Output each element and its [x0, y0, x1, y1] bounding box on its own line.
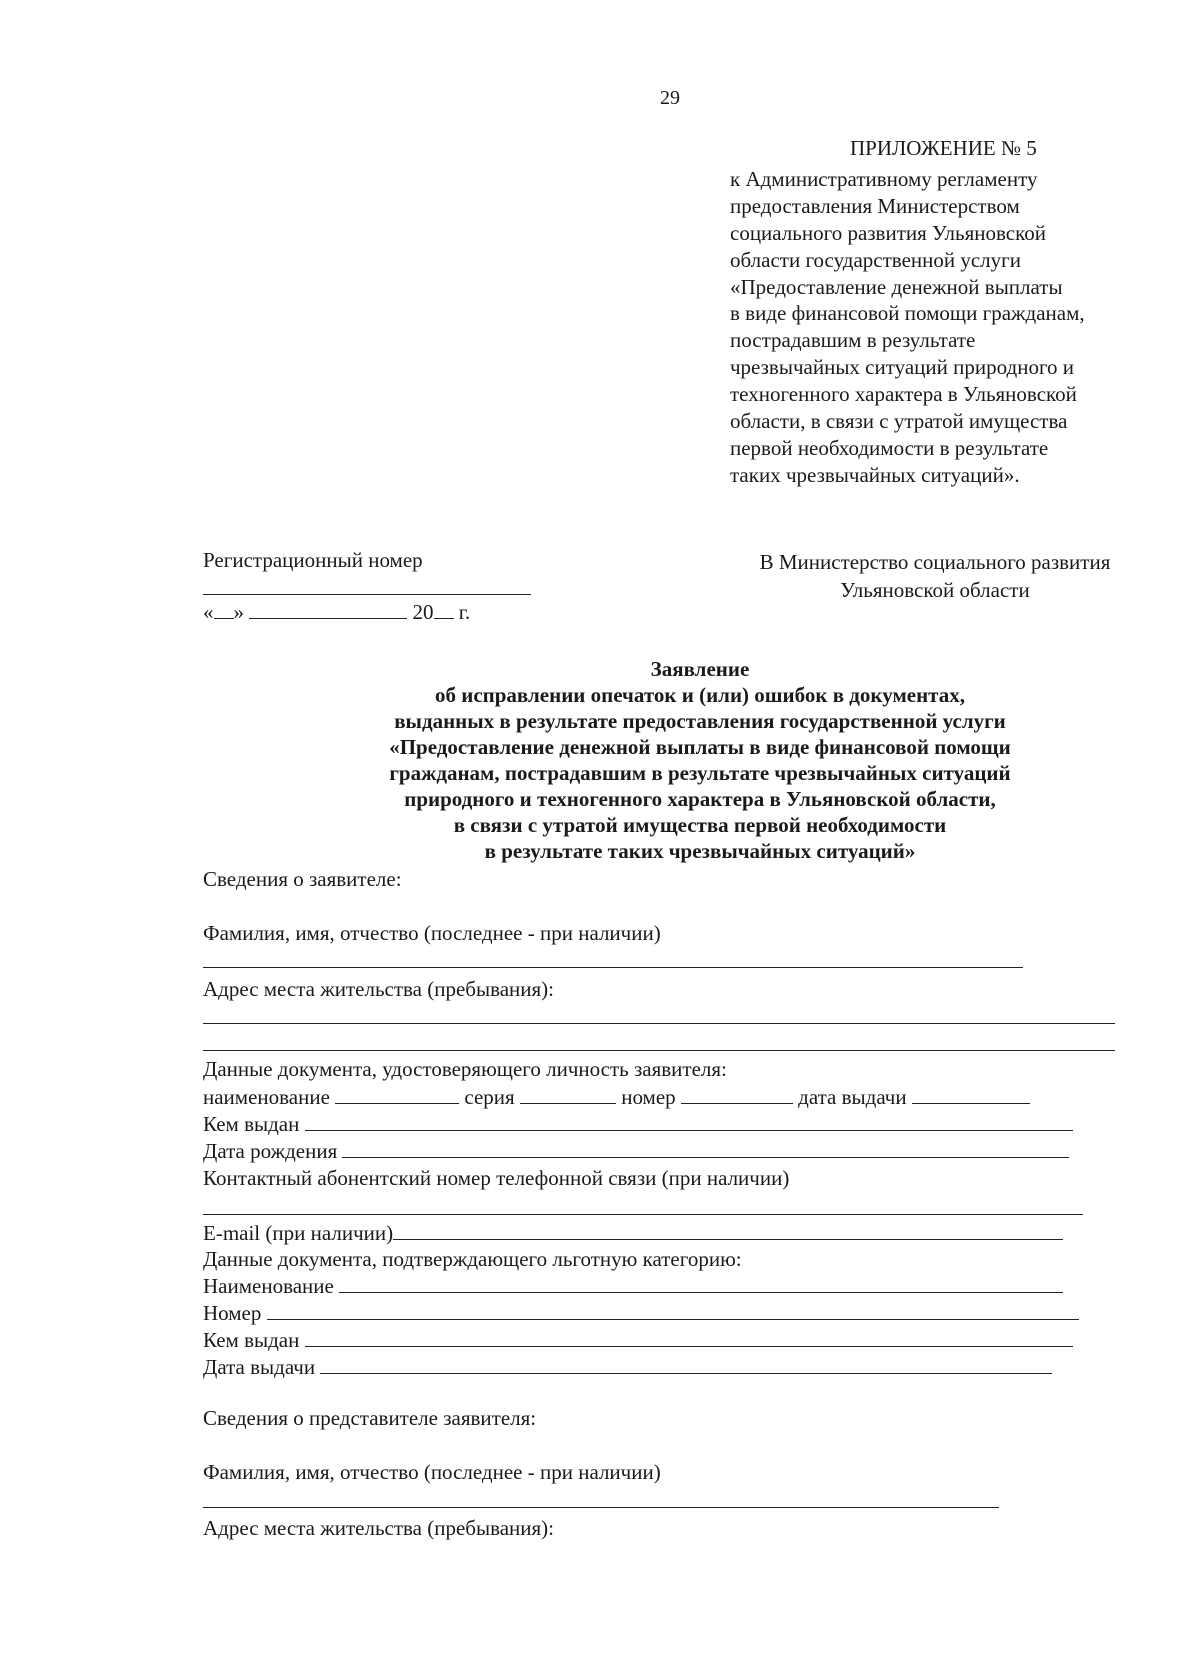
- annex-line: чрезвычайных ситуаций природного и: [730, 355, 1075, 380]
- id-issue-date-label: дата выдачи: [798, 1085, 907, 1109]
- benefit-name-field[interactable]: [339, 1273, 1063, 1293]
- document-title-line: гражданам, пострадавшим в результате чрезвычайных ситуаций: [389, 761, 1011, 785]
- email-field[interactable]: [393, 1220, 1063, 1240]
- benefit-number-field[interactable]: [267, 1300, 1079, 1320]
- benefit-issued-by-row: [203, 1327, 1073, 1353]
- applicant-address-field-1[interactable]: [203, 1023, 1115, 1024]
- benefit-issue-date-row: [203, 1354, 1052, 1380]
- page-number: 29: [660, 87, 680, 109]
- id-series-label: серия: [464, 1085, 515, 1109]
- id-document-row: [203, 1084, 1030, 1110]
- id-issue-date-field[interactable]: [912, 1084, 1030, 1104]
- id-series-field[interactable]: [520, 1084, 616, 1104]
- document-title-line: об исправлении опечаток и (или) ошибок в документах,: [434, 683, 965, 707]
- annex-line: техногенного характера в Ульяновской: [730, 382, 1077, 407]
- annex-title: ПРИЛОЖЕНИЕ № 5: [850, 136, 1037, 160]
- id-document-label: Данные документа, удостоверяющего личность заявителя:: [203, 1057, 727, 1081]
- addressee-line-1: В Министерство социального развития: [759, 550, 1111, 574]
- applicant-full-name-field[interactable]: [203, 967, 1023, 968]
- addressee-line-2: Ульяновской области: [840, 578, 1030, 602]
- id-name-field[interactable]: [335, 1084, 459, 1104]
- annex-reference: [730, 166, 1085, 489]
- annex-line: пострадавшим в результате: [730, 328, 976, 353]
- applicant-address-label: Адрес места жительства (пребывания):: [203, 977, 555, 1001]
- representative-section-label: Сведения о представителе заявителя:: [203, 1406, 537, 1430]
- document-title-line: природного и техногенного характера в Ульяновской области,: [404, 787, 996, 811]
- document-title-line: в результате таких чрезвычайных ситуаций»: [484, 839, 916, 863]
- benefit-issued-by-label: Кем выдан: [203, 1328, 300, 1352]
- addressee: [700, 548, 1170, 604]
- representative-full-name-label: Фамилия, имя, отчество (последнее - при наличии): [203, 1460, 661, 1484]
- registration-month-field[interactable]: [249, 600, 407, 619]
- phone-field[interactable]: [203, 1214, 1083, 1215]
- id-name-label: наименование: [203, 1085, 330, 1109]
- registration-year-field[interactable]: [434, 600, 454, 619]
- annex-line: социального развития Ульяновской: [730, 220, 1046, 245]
- annex-line: к Административному регламенту: [730, 167, 1038, 191]
- document-title: [280, 656, 1120, 864]
- document-title-line: выданных в результате предоставления государственной услуги: [394, 709, 1006, 733]
- representative-full-name-field[interactable]: [203, 1507, 999, 1508]
- applicant-section-label: Сведения о заявителе:: [203, 867, 402, 891]
- annex-line: «Предоставление денежной выплаты: [730, 274, 1063, 299]
- phone-label: Контактный абонентский номер телефонной связи (при наличии): [203, 1166, 790, 1190]
- benefit-name-row: [203, 1273, 1063, 1299]
- applicant-full-name-label: Фамилия, имя, отчество (последнее - при наличии): [203, 921, 661, 945]
- benefit-issue-date-field[interactable]: [320, 1354, 1052, 1374]
- annex-line: первой необходимости в результате: [730, 435, 1049, 460]
- date-close-quote: »: [233, 600, 244, 624]
- representative-address-label: Адрес места жительства (пребывания):: [203, 1516, 555, 1540]
- registration-number-label: Регистрационный номер: [203, 548, 423, 572]
- birth-date-label: Дата рождения: [203, 1139, 338, 1163]
- issued-by-label: Кем выдан: [203, 1112, 300, 1136]
- date-open-quote: «: [203, 600, 214, 624]
- id-number-field[interactable]: [681, 1084, 793, 1104]
- benefit-issued-by-field[interactable]: [305, 1327, 1073, 1347]
- annex-line: предоставления Министерством: [730, 193, 1020, 218]
- issued-by-field[interactable]: [305, 1111, 1073, 1131]
- email-row: [203, 1220, 1063, 1246]
- applicant-address-field-2[interactable]: [203, 1050, 1115, 1051]
- benefit-document-label: Данные документа, подтверждающего льготную категорию:: [203, 1247, 742, 1271]
- birth-date-field[interactable]: [342, 1138, 1069, 1158]
- document-heading: Заявление: [650, 657, 750, 681]
- registration-date: [203, 600, 470, 625]
- year-suffix: г.: [458, 600, 471, 624]
- id-number-label: номер: [621, 1085, 676, 1109]
- annex-line: области, в связи с утратой имущества: [730, 409, 1068, 434]
- year-prefix: 20: [412, 600, 434, 624]
- benefit-number-label: Номер: [203, 1301, 262, 1325]
- registration-day-field[interactable]: [214, 600, 234, 619]
- document-title-line: «Предоставление денежной выплаты в виде финансовой помощи: [389, 735, 1011, 759]
- birth-date-row: [203, 1138, 1069, 1164]
- issued-by-row: [203, 1111, 1073, 1137]
- benefit-name-label: Наименование: [203, 1274, 334, 1298]
- annex-line: таких чрезвычайных ситуаций».: [730, 462, 1020, 487]
- benefit-issue-date-label: Дата выдачи: [203, 1355, 316, 1379]
- benefit-number-row: [203, 1300, 1079, 1326]
- annex-line: в виде финансовой помощи гражданам,: [730, 301, 1085, 326]
- document-title-line: в связи с утратой имущества первой необходимости: [453, 813, 947, 837]
- registration-number-field[interactable]: [203, 593, 531, 595]
- email-label: E-mail (при наличии): [203, 1221, 394, 1245]
- annex-line: области государственной услуги: [730, 247, 1022, 272]
